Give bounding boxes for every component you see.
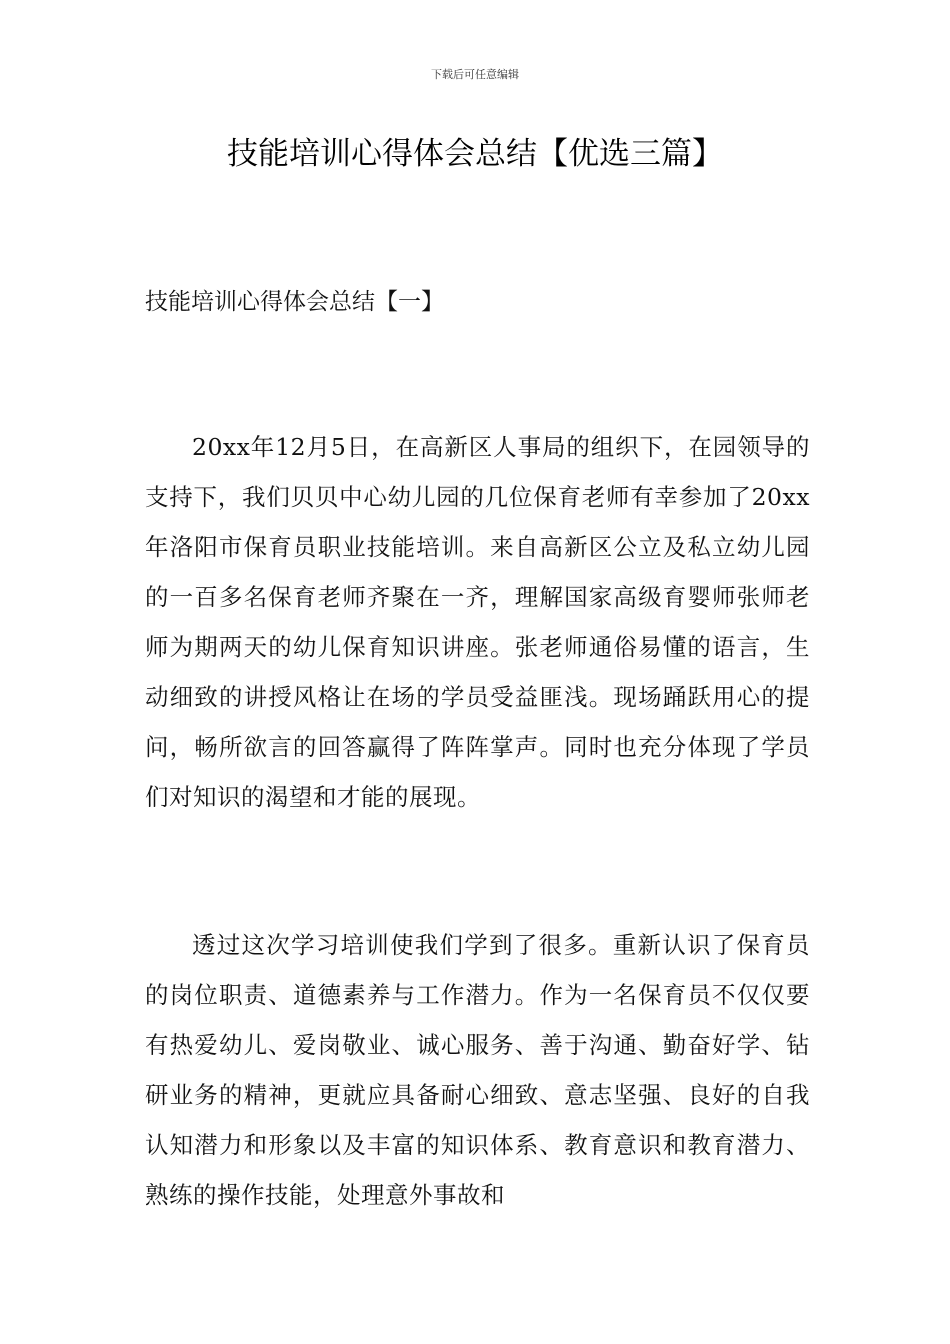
body-paragraph-2: 透过这次学习培训使我们学到了很多。重新认识了保育员的岗位职责、道德素养与工作潜力。作为一名保育员不仅仅要有热爱幼儿、爱岗敬业、诚心服务、善于沟通、勤奋好学、钻研业务的精神，更就应具备耐心细致、意志坚强、良好的自我认知潜力和形象以及丰富的知识体系、教育意识和教育潜力、熟练的操作技能，处理意外事故和 bbox=[145, 931, 810, 1209]
body-paragraph-1: 20xx年12月5日，在高新区人事局的组织下，在园领导的支持下，我们贝贝中心幼儿园的几位保育老师有幸参加了20xx年洛阳市保育员职业技能培训。来自高新区公立及私立幼儿园的一百多名保育老师齐聚在一齐，理解国家高级育婴师张师老师为期两天的幼儿保育知识讲座。张老师通俗易懂的语言，生动细致的讲授风格让在场的学员受益匪浅。现场踊跃用心的提问，畅所欲言的回答赢得了阵阵掌声。同时也充分体现了学员们对知识的渴望和才能的展现。 bbox=[145, 433, 810, 811]
header-note: 下载后可任意编辑 bbox=[431, 68, 519, 81]
document-title: 技能培训心得体会总结【优选三篇】 bbox=[227, 136, 723, 172]
section-heading: 技能培训心得体会总结【一】 bbox=[145, 289, 444, 315]
